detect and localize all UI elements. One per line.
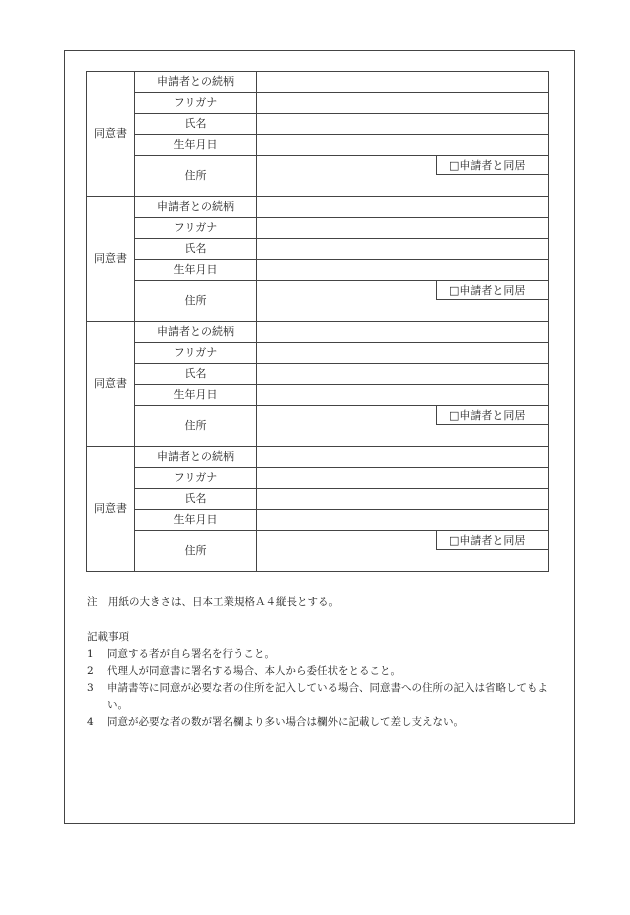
relationship-label: 申請者との続柄 bbox=[135, 197, 257, 218]
cohabiting-option[interactable] bbox=[436, 156, 548, 175]
furigana-label: フリガナ bbox=[135, 218, 257, 239]
consent-row-furigana bbox=[87, 218, 549, 239]
instruction-text: 同意が必要な者の数が署名欄より多い場合は欄外に記載して差し支えない。 bbox=[107, 716, 464, 728]
instruction-number: 4 bbox=[87, 716, 94, 728]
instruction-text: 申請書等に同意が必要な者の住所を記入している場合、同意書への住所の記入は省略してもよい。 bbox=[107, 682, 548, 711]
cohabiting-option[interactable] bbox=[436, 406, 548, 425]
consent-group-label: 同意書 bbox=[87, 197, 135, 322]
address-label: 住所 bbox=[135, 281, 257, 322]
birthdate-field[interactable] bbox=[257, 510, 549, 531]
relationship-field[interactable] bbox=[257, 447, 549, 468]
consent-row-address bbox=[87, 406, 549, 447]
paper-size-note: 注 用紙の大きさは、日本工業規格Ａ４縦長とする。 bbox=[87, 596, 339, 608]
name-field[interactable] bbox=[257, 489, 549, 510]
relationship-label: 申請者との続柄 bbox=[135, 72, 257, 93]
consent-row-relationship bbox=[87, 197, 549, 218]
cohabiting-label: 申請者と同居 bbox=[459, 159, 526, 172]
instruction-text: 同意する者が自ら署名を行うこと。 bbox=[107, 648, 275, 660]
name-field[interactable] bbox=[257, 239, 549, 260]
furigana-field[interactable] bbox=[257, 93, 549, 114]
consent-group-label: 同意書 bbox=[87, 322, 135, 447]
address-label: 住所 bbox=[135, 531, 257, 572]
furigana-label: フリガナ bbox=[135, 343, 257, 364]
birthdate-label: 生年月日 bbox=[135, 510, 257, 531]
furigana-field[interactable] bbox=[257, 468, 549, 489]
cohabiting-checkbox[interactable]: □ bbox=[449, 284, 460, 297]
cohabiting-label: 申請者と同居 bbox=[459, 534, 526, 547]
furigana-field[interactable] bbox=[257, 218, 549, 239]
furigana-field[interactable] bbox=[257, 343, 549, 364]
birthdate-label: 生年月日 bbox=[135, 385, 257, 406]
consent-table bbox=[86, 71, 549, 572]
consent-row-name bbox=[87, 489, 549, 510]
furigana-label: フリガナ bbox=[135, 468, 257, 489]
cohabiting-checkbox[interactable]: □ bbox=[449, 534, 460, 547]
address-label: 住所 bbox=[135, 406, 257, 447]
name-label: 氏名 bbox=[135, 239, 257, 260]
cohabiting-label: 申請者と同居 bbox=[459, 284, 526, 297]
instruction-item bbox=[87, 646, 567, 663]
consent-row-furigana bbox=[87, 93, 549, 114]
birthdate-label: 生年月日 bbox=[135, 135, 257, 156]
consent-row-relationship bbox=[87, 72, 549, 93]
instruction-item bbox=[87, 680, 567, 714]
relationship-label: 申請者との続柄 bbox=[135, 447, 257, 468]
consent-row-birthdate bbox=[87, 510, 549, 531]
name-label: 氏名 bbox=[135, 114, 257, 135]
furigana-label: フリガナ bbox=[135, 93, 257, 114]
cohabiting-label: 申請者と同居 bbox=[459, 409, 526, 422]
consent-row-birthdate bbox=[87, 385, 549, 406]
consent-group-label: 同意書 bbox=[87, 447, 135, 572]
consent-row-relationship bbox=[87, 322, 549, 343]
relationship-label: 申請者との続柄 bbox=[135, 322, 257, 343]
instructions-title: 記載事項 bbox=[87, 631, 129, 643]
consent-row-name bbox=[87, 114, 549, 135]
consent-row-address bbox=[87, 281, 549, 322]
consent-group-label: 同意書 bbox=[87, 72, 135, 197]
name-label: 氏名 bbox=[135, 364, 257, 385]
instruction-text: 代理人が同意書に署名する場合、本人から委任状をとること。 bbox=[107, 665, 401, 677]
cohabiting-option[interactable] bbox=[436, 281, 548, 300]
relationship-field[interactable] bbox=[257, 72, 549, 93]
instruction-number: 1 bbox=[87, 648, 94, 660]
birthdate-field[interactable] bbox=[257, 135, 549, 156]
relationship-field[interactable] bbox=[257, 197, 549, 218]
cohabiting-option[interactable] bbox=[436, 531, 548, 550]
instruction-number: 3 bbox=[87, 682, 94, 694]
cohabiting-checkbox[interactable]: □ bbox=[449, 159, 460, 172]
birthdate-field[interactable] bbox=[257, 385, 549, 406]
instruction-item bbox=[87, 663, 567, 680]
birthdate-label: 生年月日 bbox=[135, 260, 257, 281]
address-label: 住所 bbox=[135, 156, 257, 197]
address-field[interactable] bbox=[257, 531, 549, 572]
cohabiting-checkbox[interactable]: □ bbox=[449, 409, 460, 422]
consent-row-address bbox=[87, 531, 549, 572]
address-field[interactable] bbox=[257, 156, 549, 197]
relationship-field[interactable] bbox=[257, 322, 549, 343]
notes-section bbox=[87, 594, 567, 731]
consent-row-name bbox=[87, 239, 549, 260]
consent-row-name bbox=[87, 364, 549, 385]
consent-row-relationship bbox=[87, 447, 549, 468]
instruction-item bbox=[87, 714, 567, 731]
birthdate-field[interactable] bbox=[257, 260, 549, 281]
address-field[interactable] bbox=[257, 406, 549, 447]
instruction-number: 2 bbox=[87, 665, 94, 677]
consent-row-address bbox=[87, 156, 549, 197]
consent-row-furigana bbox=[87, 468, 549, 489]
consent-row-furigana bbox=[87, 343, 549, 364]
address-field[interactable] bbox=[257, 281, 549, 322]
name-label: 氏名 bbox=[135, 489, 257, 510]
name-field[interactable] bbox=[257, 114, 549, 135]
consent-row-birthdate bbox=[87, 260, 549, 281]
name-field[interactable] bbox=[257, 364, 549, 385]
consent-row-birthdate bbox=[87, 135, 549, 156]
